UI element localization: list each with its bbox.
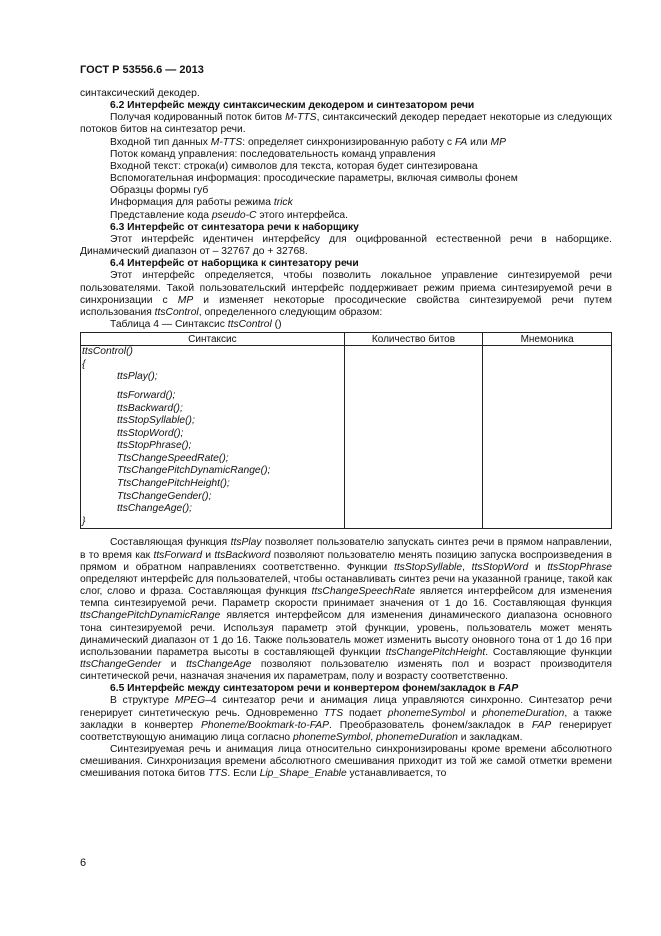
list-item-pseudo-c: Представление кода pseudo-C этого интерфейса. — [110, 209, 348, 221]
code-line: ttsChangeAge(); — [117, 503, 192, 515]
document-header: ГОСТ Р 53556.6 — 2013 — [80, 64, 204, 76]
list-item-input-text: Входной текст: строка(и) символов для текста, которая будет синтезирована — [110, 160, 478, 172]
code-line: ttsPlay(); — [117, 371, 158, 383]
code-line: ttsBackward(); — [117, 402, 183, 414]
list-item-aux-info: Вспомогательная информация: просодические параметры, включая символы фонем — [110, 173, 518, 185]
syntax-table — [80, 332, 612, 529]
table-cell-mnemonic — [483, 346, 612, 529]
table-caption: Таблица 4 — Синтаксис ttsControl () — [110, 318, 282, 330]
code-line: ttsControl() — [82, 346, 133, 358]
section-heading-6-5: 6.5 Интерфейс между синтезатором речи и конвертером фонем/закладок в FAP — [110, 683, 519, 695]
table-header-row — [81, 333, 612, 346]
code-line: { — [82, 358, 86, 370]
page-body — [80, 88, 612, 781]
section-heading-6-4: 6.4 Интерфейс от наборщика к синтезатору речи — [110, 258, 359, 270]
paragraph-6-3: Этот интерфейс идентичен интерфейсу для оцифрованной естественной речи в наборщике. Динамический диапазон от – 32767 до + 32768. — [80, 233, 612, 258]
table-header-bits: Количество битов — [344, 333, 483, 346]
list-item-control-stream: Поток команд управления: последовательность команд управления — [110, 148, 436, 160]
list-item-lip-shapes: Образцы формы губ — [110, 185, 209, 197]
table-row — [81, 346, 612, 529]
paragraph-functions: Составляющая функция ttsPlay позволяет пользователю запускать синтез речи в прямом направлении, в то время как ttsForward и ttsBackword позволяют пользователю менять позицию запуска воспроизведения в прямом и обратном направлениях соответственно. Функции ttsStopSyllable, ttsStopWord и ttsStopPhrase определяют интерфейс для пользователей, чтобы останавливать синтез речи на указанной границе, такой как слог, слово и фраза. Составляющая функция ttsChangeSpeechRate является интерфейсом для изменения темпа синтезируемой речи. Параметр скорости принимает значения от 1 до 16. Составляющая функция ttsChangePitchDynamicRange является интерфейсом для изменения динамического диапазона основного тона синтезируемой речи. Используя параметр этой функции, уровень, пользователь может менять динамический диапазон от 1 до 16. Также пользователь может изменить высоту оновного тона от 1 до 16 при использовании параметра высоты в составляющей функции ttsChangePitchHeight. Составляющие функции ttsChangeGender и ttsChangeAge позволяют пользователю изменять пол и возраст производителя синтетической речи, назначая значения их параметрам, полу и возрасту соответственно. — [80, 537, 613, 683]
paragraph-continuation: синтаксический декодер. — [80, 88, 200, 99]
table-cell-bits — [344, 346, 483, 529]
code-line: ttsStopWord(); — [117, 427, 184, 439]
table-cell-code — [81, 346, 345, 529]
paragraph-6-4: Этот интерфейс определяется, чтобы позволить локальное управление синтезируемой речи пользователями. Такой пользовательский интерфейс поддерживает режим приема синтезируемой речи в синхронизации с MP и изменяет некоторые просодические свойства синтезируемой речи путем использования ttsControl, определенного следующим образом: — [80, 270, 612, 318]
section-heading-6-3: 6.3 Интерфейс от синтезатора речи к наборщику — [110, 221, 359, 233]
code-line: TtsChangePitchDynamicRange(); — [117, 465, 271, 477]
code-line: ttsStopSyllable(); — [117, 415, 195, 427]
list-item-input-type: Входной тип данных M-TTS: определяет синхронизированную работу с FA или MP — [110, 136, 506, 148]
code-line: TtsChangePitchHeight(); — [117, 478, 230, 490]
section-heading-6-2: 6.2 Интерфейс между синтаксическим декодером и синтезатором речи — [110, 100, 475, 112]
code-line: TtsChangeSpeedRate(); — [117, 452, 229, 464]
list-item-trick-mode: Информация для работы режима trick — [110, 197, 293, 209]
paragraph-6-2-intro: Получая кодированный поток битов M-TTS, синтаксический декодер передает некоторые из следующих потоков битов на синтезатор речи. — [80, 112, 612, 136]
table-header-mnemonic: Мнемоника — [483, 333, 612, 346]
paragraph-6-5-b: Синтезируемая речь и анимация лица относительно синхронизированы кроме времени абсолютного смешивания. Синхронизация времени абсолютного смешивания приходит из той же самой отметки времени смешивания потока битов TTS. Если Lip_Shape_Enable устанавливается, то — [80, 744, 612, 780]
code-line: ttsStopPhrase(); — [117, 440, 192, 452]
table-header-syntax: Синтаксис — [81, 333, 345, 346]
page-number: 6 — [80, 857, 87, 869]
paragraph-6-5-a: В структуре MPEG–4 синтезатор речи и анимация лица управляются синхронно. Синтезатор речи генерирует синтетическую речь. Одновременно TTS подает phonemeSymbol и phonemeDuration, а также закладки в конвертер Phoneme/Bookmark-to-FAP. Преобразователь фонем/закладок в FAP генерирует соответствующую анимацию лица согласно phonemeSymbol, phonemeDuration и закладкам. — [80, 695, 613, 743]
code-line: TtsChangeGender(); — [117, 490, 212, 502]
code-line: ttsForward(); — [117, 389, 176, 401]
code-line: } — [82, 515, 86, 527]
